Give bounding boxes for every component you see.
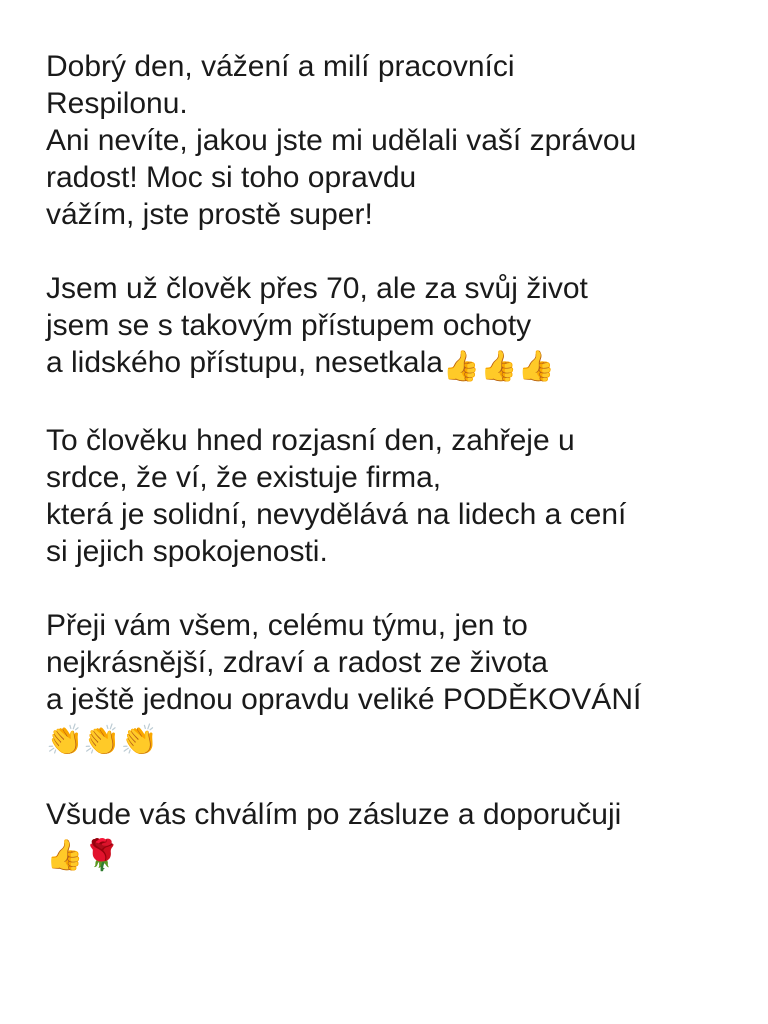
clapping-hands-icon: 👏 bbox=[46, 723, 84, 758]
text-line: To člověku hned rozjasní den, zahřeje u bbox=[46, 424, 575, 457]
text-line: radost! Moc si toho opravdu bbox=[46, 161, 417, 194]
text-line: Dobrý den, vážení a milí pracovníci bbox=[46, 50, 515, 83]
paragraph-greeting bbox=[46, 48, 736, 233]
thumbs-up-icon: 👍 bbox=[442, 349, 481, 384]
thumbs-up-icon: 👍 bbox=[480, 349, 518, 384]
text-line: srdce, že ví, že existuje firma, bbox=[46, 461, 442, 494]
clapping-hands-icon: 👏 bbox=[83, 723, 121, 758]
message-text bbox=[46, 48, 736, 911]
text-line: a ještě jednou opravdu veliké PODĚKOVÁNÍ bbox=[46, 683, 642, 716]
text-line: nejkrásnější, zdraví a radost ze života bbox=[46, 646, 548, 679]
text-line: si jejich spokojenosti. bbox=[46, 535, 328, 568]
text-line bbox=[46, 344, 736, 385]
text-line: Jsem už člověk přes 70, ale za svůj život bbox=[46, 272, 588, 305]
emoji-group bbox=[46, 837, 121, 874]
text-line: která je solidní, nevydělává na lidech a cení bbox=[46, 498, 627, 531]
rose-icon: 🌹 bbox=[83, 838, 121, 873]
paragraph-thanks bbox=[46, 607, 736, 759]
thumbs-up-icon: 👍 bbox=[46, 838, 84, 873]
thumbs-up-icon: 👍 bbox=[517, 349, 555, 384]
text-line: Všude vás chválím po zásluze a doporučuji bbox=[46, 798, 622, 831]
text-segment: a lidského přístupu, nesetkala bbox=[46, 346, 443, 379]
paragraph-company bbox=[46, 422, 736, 570]
emoji-line bbox=[46, 718, 736, 759]
paragraph-experience bbox=[46, 270, 736, 385]
emoji-group bbox=[443, 348, 555, 385]
paragraph-recommend bbox=[46, 796, 736, 874]
clapping-hands-icon: 👏 bbox=[120, 723, 159, 758]
text-line: jsem se s takovým přístupem ochoty bbox=[46, 309, 532, 342]
emoji-group bbox=[46, 722, 158, 759]
text-line: Přeji vám všem, celému týmu, jen to bbox=[46, 609, 528, 642]
text-line: Ani nevíte, jakou jste mi udělali vaší zprávou bbox=[46, 124, 637, 157]
text-line: vážím, jste prostě super! bbox=[46, 198, 373, 231]
emoji-line bbox=[46, 833, 736, 874]
text-line: Respilonu. bbox=[46, 87, 188, 120]
